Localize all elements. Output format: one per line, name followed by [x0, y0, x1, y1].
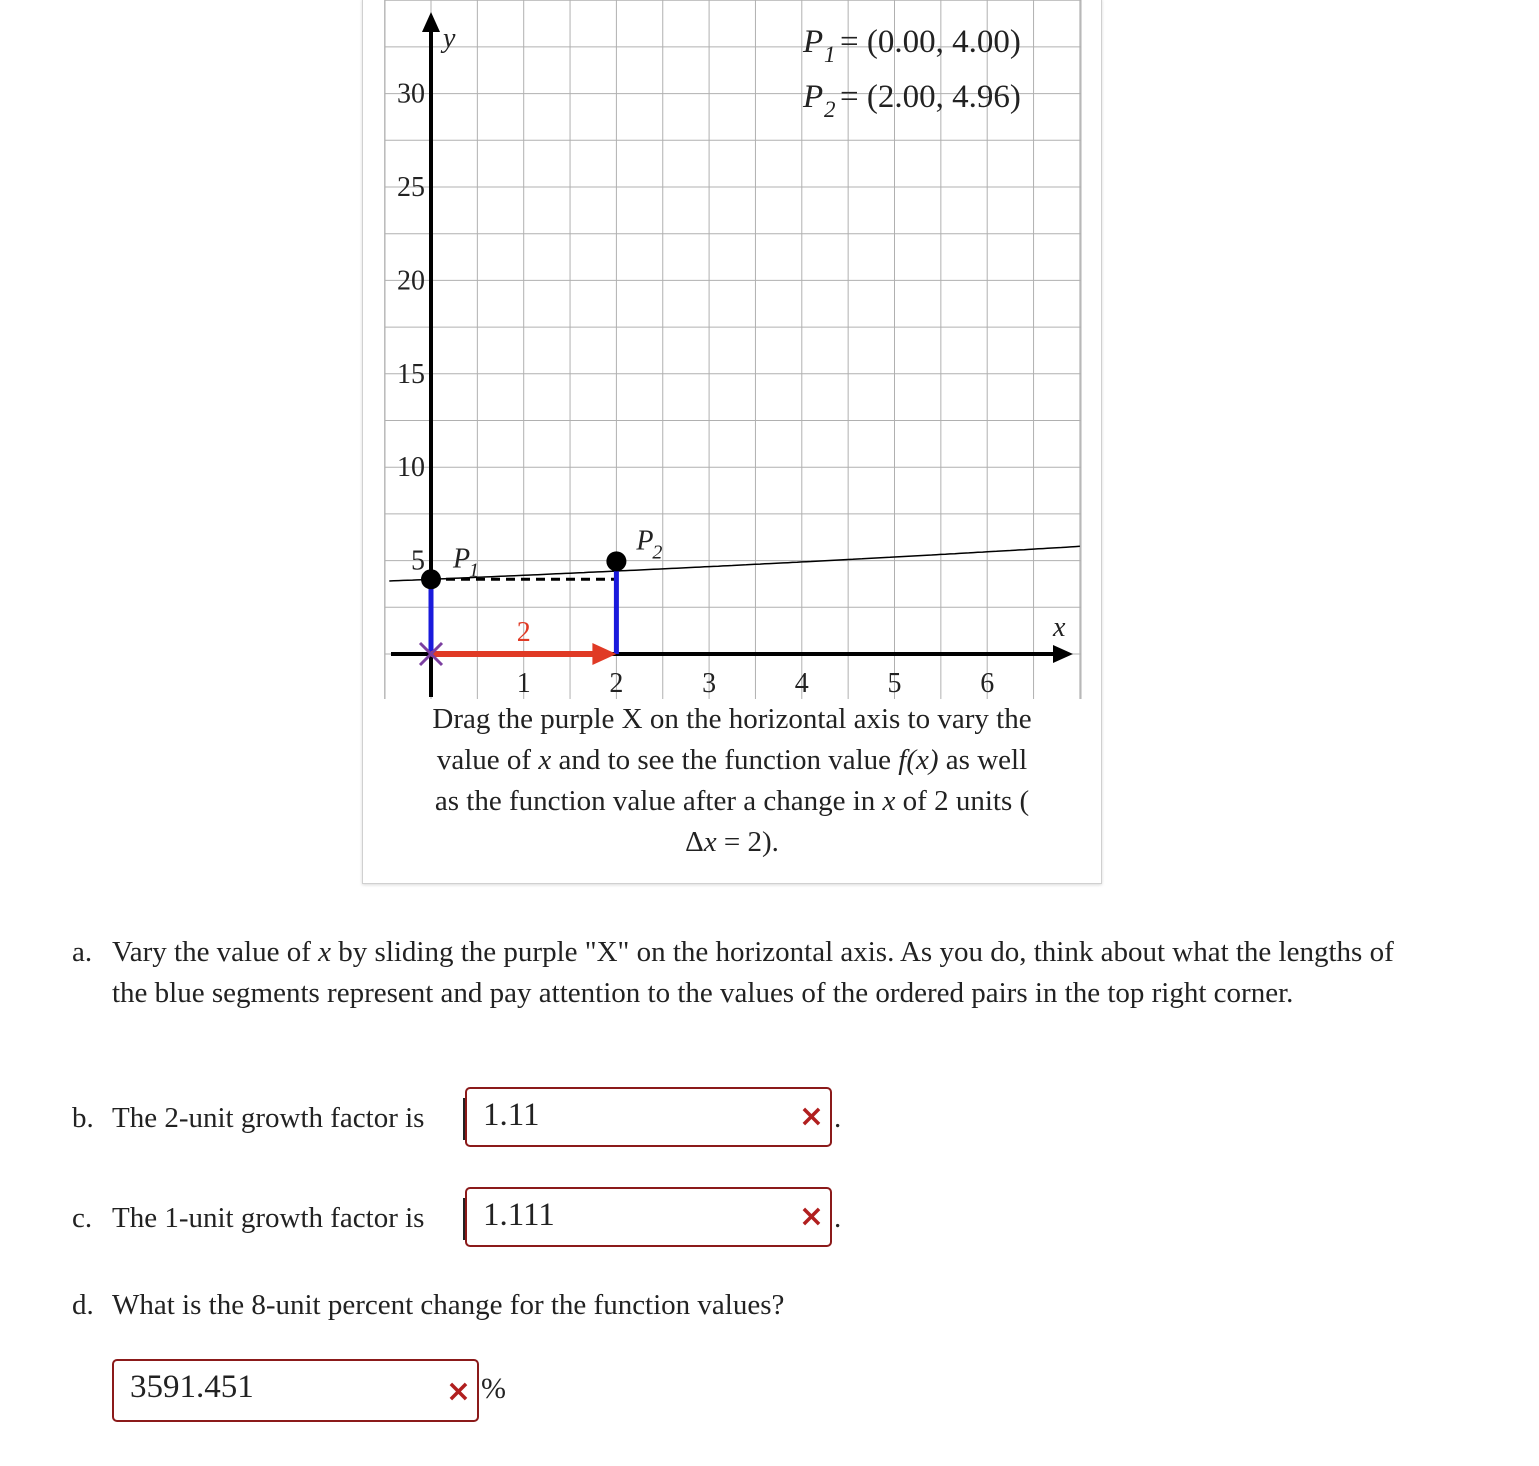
readout-point-subscript: 2: [824, 97, 836, 122]
point-p1-label-sub: 1: [469, 559, 479, 582]
caption-text: = 2).: [716, 826, 779, 858]
question-a-text-part: by sliding the purple "X" on the horizontal axis. As you do, think about what the lengths of the blue segments represent and pay attention to the values of the ordered pairs in the top right corner.: [112, 936, 1394, 1009]
y-tick-label: 20: [397, 265, 425, 297]
answer-d-input[interactable]: [112, 1359, 479, 1422]
caption-text: as the function value after a change in: [434, 785, 883, 817]
caption-text: as well: [938, 744, 1028, 776]
readout-point-label: P: [803, 24, 824, 60]
y-axis-label: y: [443, 23, 456, 54]
question-a-var-x: x: [318, 936, 332, 968]
answer-b-input[interactable]: [465, 1087, 832, 1147]
question-b: [72, 1098, 424, 1139]
delta-x-arrowhead: [592, 643, 616, 665]
question-c-period: .: [834, 1202, 842, 1234]
y-tick-label: 10: [397, 452, 425, 484]
question-c: [72, 1198, 424, 1239]
answer-d-value: 3591.451: [130, 1369, 254, 1405]
y-axis-arrow: [422, 12, 440, 32]
y-tick-label: 5: [411, 545, 425, 577]
question-d-label: d.: [72, 1289, 94, 1321]
caption-delta: Δ: [685, 826, 704, 858]
readout-coordinates: = (0.00, 4.00): [840, 24, 1021, 60]
caption-text: and to see the function value: [551, 744, 899, 776]
y-tick-label: 30: [397, 78, 425, 110]
point-p2-label-sub: 2: [652, 541, 663, 564]
caption-fx: f(x): [898, 744, 939, 776]
readout-coordinates: = (2.00, 4.96): [840, 79, 1021, 115]
graph-card: [362, 0, 1102, 884]
answer-c-value: 1.111: [483, 1197, 555, 1233]
question-b-text: The 2-unit growth factor is: [112, 1102, 425, 1134]
incorrect-icon: ×: [798, 1199, 824, 1234]
question-c-label: c.: [72, 1202, 93, 1234]
caption-var-x: x: [538, 744, 552, 776]
caption-line-1: Drag the purple X on the horizontal axis to vary the: [432, 703, 1032, 735]
x-tick-label: 2: [609, 668, 624, 699]
graph-caption: [379, 699, 1085, 863]
y-tick-label: 25: [397, 172, 425, 203]
x-axis-label: x: [1053, 612, 1066, 643]
point-p1-label: P: [453, 543, 471, 575]
x-tick-label: 5: [887, 668, 902, 699]
readout-point-label: P: [803, 79, 824, 115]
function-curve: [389, 546, 1080, 581]
percent-unit: %: [481, 1372, 506, 1405]
question-a-text-part: Vary the value of: [112, 936, 319, 968]
caption-text: of 2 units (: [895, 785, 1030, 817]
incorrect-icon: ×: [798, 1099, 824, 1134]
x-tick-label: 3: [702, 668, 717, 699]
x-tick-label: 4: [794, 668, 809, 699]
question-c-text: The 1-unit growth factor is: [112, 1202, 425, 1234]
question-d-text: What is the 8-unit percent change for the function values?: [112, 1289, 785, 1321]
question-a: [72, 932, 1432, 1009]
question-b-period: .: [834, 1102, 842, 1134]
question-a-text: [112, 932, 1422, 1014]
point-p1: [421, 569, 441, 589]
question-b-label: b.: [72, 1102, 94, 1134]
caption-text: value of: [436, 744, 539, 776]
incorrect-icon: ×: [445, 1374, 471, 1409]
answer-b-value: 1.11: [483, 1097, 540, 1133]
y-tick-label: 15: [397, 358, 425, 390]
question-d: [72, 1285, 784, 1326]
graph-canvas[interactable]: [363, 0, 1101, 699]
x-axis-arrow: [1053, 645, 1073, 663]
readout-point-subscript: 1: [824, 42, 836, 67]
answer-c-input[interactable]: [465, 1187, 832, 1247]
delta-x-label: 2: [516, 617, 531, 648]
point-p2-label: P: [636, 525, 654, 557]
caption-var-x: x: [703, 826, 717, 858]
caption-var-x: x: [882, 785, 896, 817]
x-tick-label: 1: [516, 668, 531, 699]
point-p2: [606, 551, 626, 571]
x-tick-label: 6: [980, 668, 995, 699]
question-a-label: a.: [72, 936, 93, 968]
